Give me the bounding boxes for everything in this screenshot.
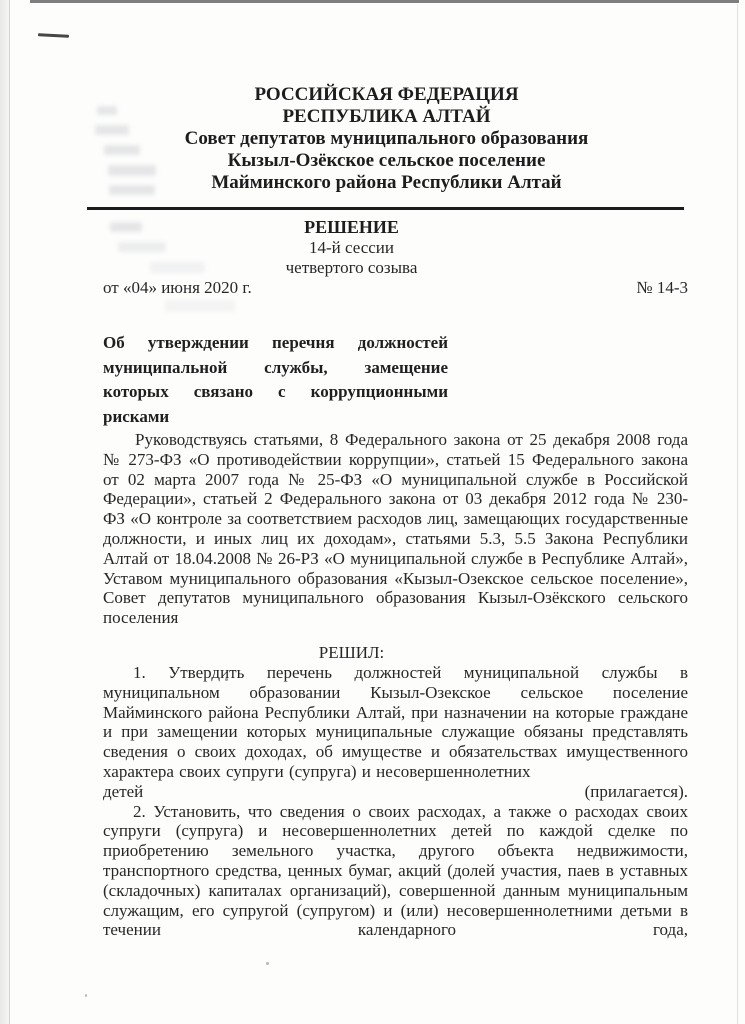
scan-edge-left (0, 0, 10, 1024)
preamble-paragraph: Руководствуясь статьями, 8 Федерального закона от 25 декабря 2008 года № 273-ФЗ «О противодействии коррупции», статьей 15 Федерального закона от 02 марта 2007 года № 25-ФЗ «О муниципальной службе в Российской Федерации», статьей 2 Федерального закона от 03 декабря 2012 года № 230-ФЗ «О контроле за соответствием расходов лиц, замещающих государственные должности, и иных лиц их доходам», статьями 5.3, 5.5 Закона Республики Алтай от 18.04.2008 № 26-РЗ «О муниципальной службе в Республике Алтай», Уставом муниципального образования «Кызыл-Озекское сельское поселение», Совет депутатов муниципального образования Кызыл-Озёкского сельского поселения (103, 430, 688, 628)
header-divider (87, 207, 684, 210)
org-header-line-country: РОССИЙСКАЯ ФЕДЕРАЦИЯ (254, 84, 519, 105)
org-header-line-district: Майминского района Республики Алтай (211, 172, 562, 193)
decision-head (103, 217, 600, 278)
pen-mark (38, 33, 69, 38)
ink-speck (85, 994, 87, 997)
org-header (103, 84, 670, 194)
scan-edge-right (737, 4, 738, 1024)
org-header-line-council: Совет депутатов муниципального образования (184, 128, 589, 149)
convocation-line: четвертого созыва (285, 258, 418, 277)
date-row (103, 278, 688, 298)
item-2-paragraph: 2. Установить, что сведения о своих расходах, а также о расходах своих супруги (супруга) и несовершеннолетних детей по каждой сделке по приобретению земельного участка, другого объекта недвижимости, транспортного средства, ценных бумаг, акций (долей участия, паев в уставных (складочных) капиталах организаций), совершенной данным муниципальным служащим, его супругой (супругом) и (или) несовершеннолетними детьми в течении календарного года, (103, 801, 688, 940)
attachment-note: (прилагается). (584, 781, 688, 801)
decision-date: от «04» июня 2020 г. (103, 278, 252, 297)
document-content (103, 0, 688, 940)
item-1-paragraph: 1. Утвердить перечень должностей муниципальной службы в муниципальном образовании Кызыл-Озекское сельское поселение Майминского района Республики Алтай, при назначении на которые граждане и при замещении которых муниципальные служащие обязаны представлять сведения о своих доходах, об имуществе и обязательствах имущественного характера своих супруги (супруга) и несовершеннолетних (103, 662, 688, 781)
resolved-heading: РЕШИЛ: (318, 642, 385, 662)
decision-heading: РЕШЕНИЕ (304, 217, 399, 237)
item-1-tail-word: детей (103, 781, 144, 801)
session-line: 14-й сессии (308, 238, 395, 257)
subject-title: Об утверждении перечня должностей муниципальной службы, замещение которых связано с коррупционными рисками (103, 333, 448, 426)
item-1-tail-row (103, 782, 688, 802)
decision-number: № 14-3 (636, 278, 688, 297)
org-header-line-settlement: Кызыл-Озёкское сельское поселение (227, 150, 546, 171)
ink-speck (266, 962, 269, 965)
org-header-line-republic: РЕСПУБЛИКА АЛТАЙ (282, 106, 491, 127)
